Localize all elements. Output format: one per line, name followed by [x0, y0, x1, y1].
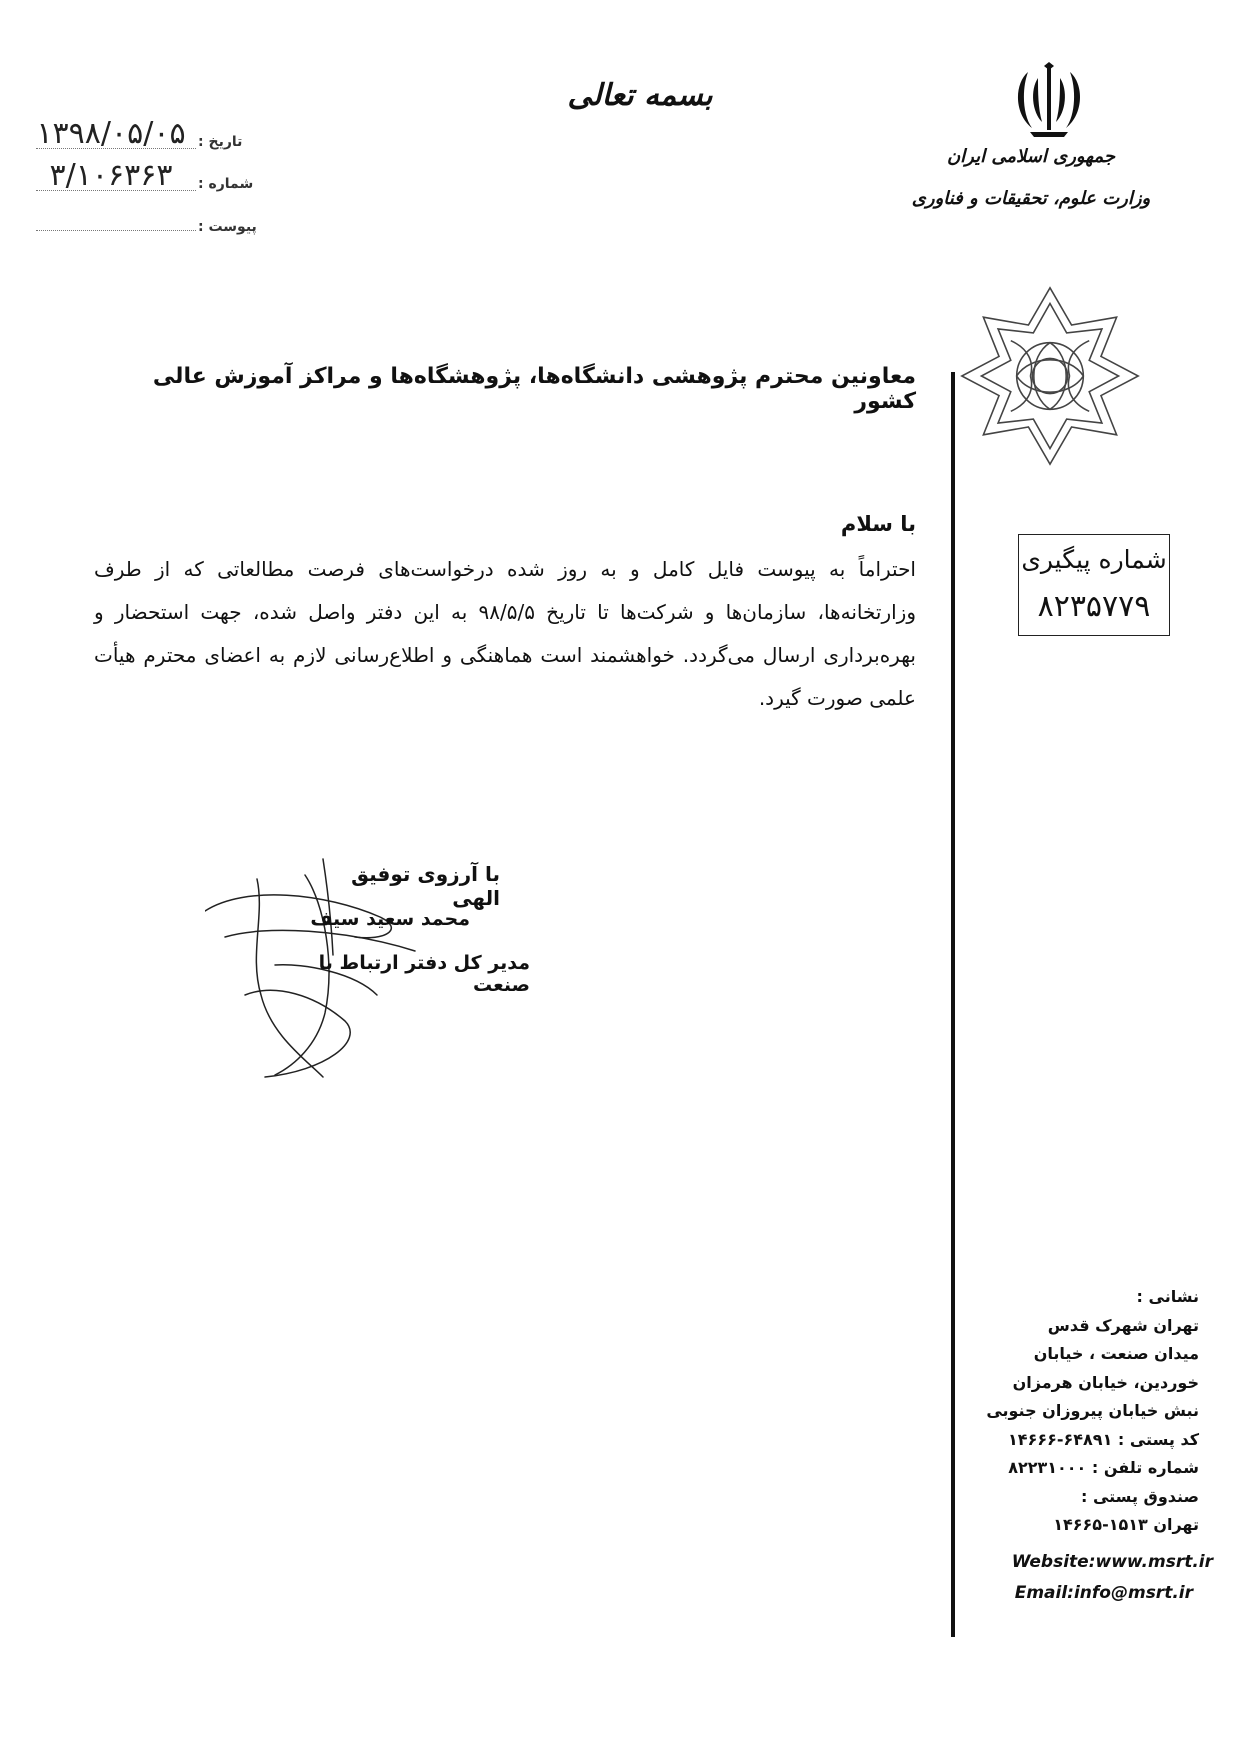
- republic-title: جمهوری اسلامی ایران: [946, 146, 1116, 167]
- ornament-icon: [952, 278, 1148, 474]
- date-value: ۱۳۹۸/۰۵/۰۵: [36, 116, 186, 151]
- tracking-box: [1018, 534, 1170, 636]
- address-line: میدان صنعت ، خیابان: [1033, 1344, 1199, 1363]
- postal-code-line: کد پستی : ۶۴۸۹۱-۱۴۶۶۶: [1008, 1429, 1199, 1449]
- ministry-title: وزارت علوم، تحقیقات و فناوری: [911, 188, 1151, 209]
- number-value: ۳/۱۰۶۳۶۳: [49, 158, 173, 193]
- attachment-dotted-line: [36, 230, 196, 231]
- closing-line: با آرزوی توفیق الهی: [351, 862, 500, 910]
- address-line: نبش خیابان پیروزان جنوبی: [986, 1401, 1199, 1420]
- attachment-label: پیوست :: [198, 219, 257, 235]
- date-label: تاریخ :: [198, 134, 243, 150]
- po-box-line: تهران ۱۵۱۳-۱۴۶۶۵: [1053, 1515, 1199, 1534]
- po-box-label: صندوق پستی :: [1080, 1486, 1199, 1506]
- tracking-label: شماره پیگیری: [1021, 545, 1167, 574]
- address-block: [899, 1283, 1199, 1540]
- tracking-number: ۸۲۳۵۷۷۹: [1037, 589, 1151, 624]
- signer-title: مدیر کل دفتر ارتباط با صنعت: [318, 952, 530, 996]
- iran-emblem-icon: [1010, 62, 1088, 140]
- email-link[interactable]: Email:info@msrt.ir: [1014, 1583, 1193, 1603]
- address-line: خوردین، خیابان هرمزان: [1012, 1372, 1199, 1392]
- basmala-heading: بسمه تعالی: [567, 78, 713, 113]
- website-link[interactable]: Website:www.msrt.ir: [1011, 1552, 1213, 1572]
- address-line: نشانی :: [1136, 1287, 1199, 1306]
- letter-body: احتراماً به پیوست فایل کامل و به روز شده درخواست‌های فرصت مطالعاتی که از طرف وزارتخانه‌ها، سازمان‌ها و شرکت‌ها تا تاریخ ۹۸/۵/۵ به این دفتر واصل شده، جهت استحضار و بهره‌برداری ارسال می‌گردد. خواهشمند است هماهنگی و اطلاع‌رسانی لازم به اعضای محترم هیأت علمی صورت گیرد.: [94, 557, 916, 710]
- phone-line: شماره تلفن : ۸۲۲۳۱۰۰۰: [1008, 1458, 1199, 1477]
- recipient-line: معاونین محترم پژوهشی دانشگاه‌ها، پژوهشگاه‌ها و مراکز آموزش عالی کشور: [152, 364, 916, 414]
- signer-name: محمد سعید سیف: [310, 908, 470, 930]
- number-label: شماره :: [198, 176, 254, 192]
- address-line: تهران شهرک قدس: [1047, 1315, 1199, 1335]
- date-dotted-line: [36, 148, 196, 149]
- salutation: با سلام: [840, 512, 916, 536]
- number-dotted-line: [36, 190, 196, 191]
